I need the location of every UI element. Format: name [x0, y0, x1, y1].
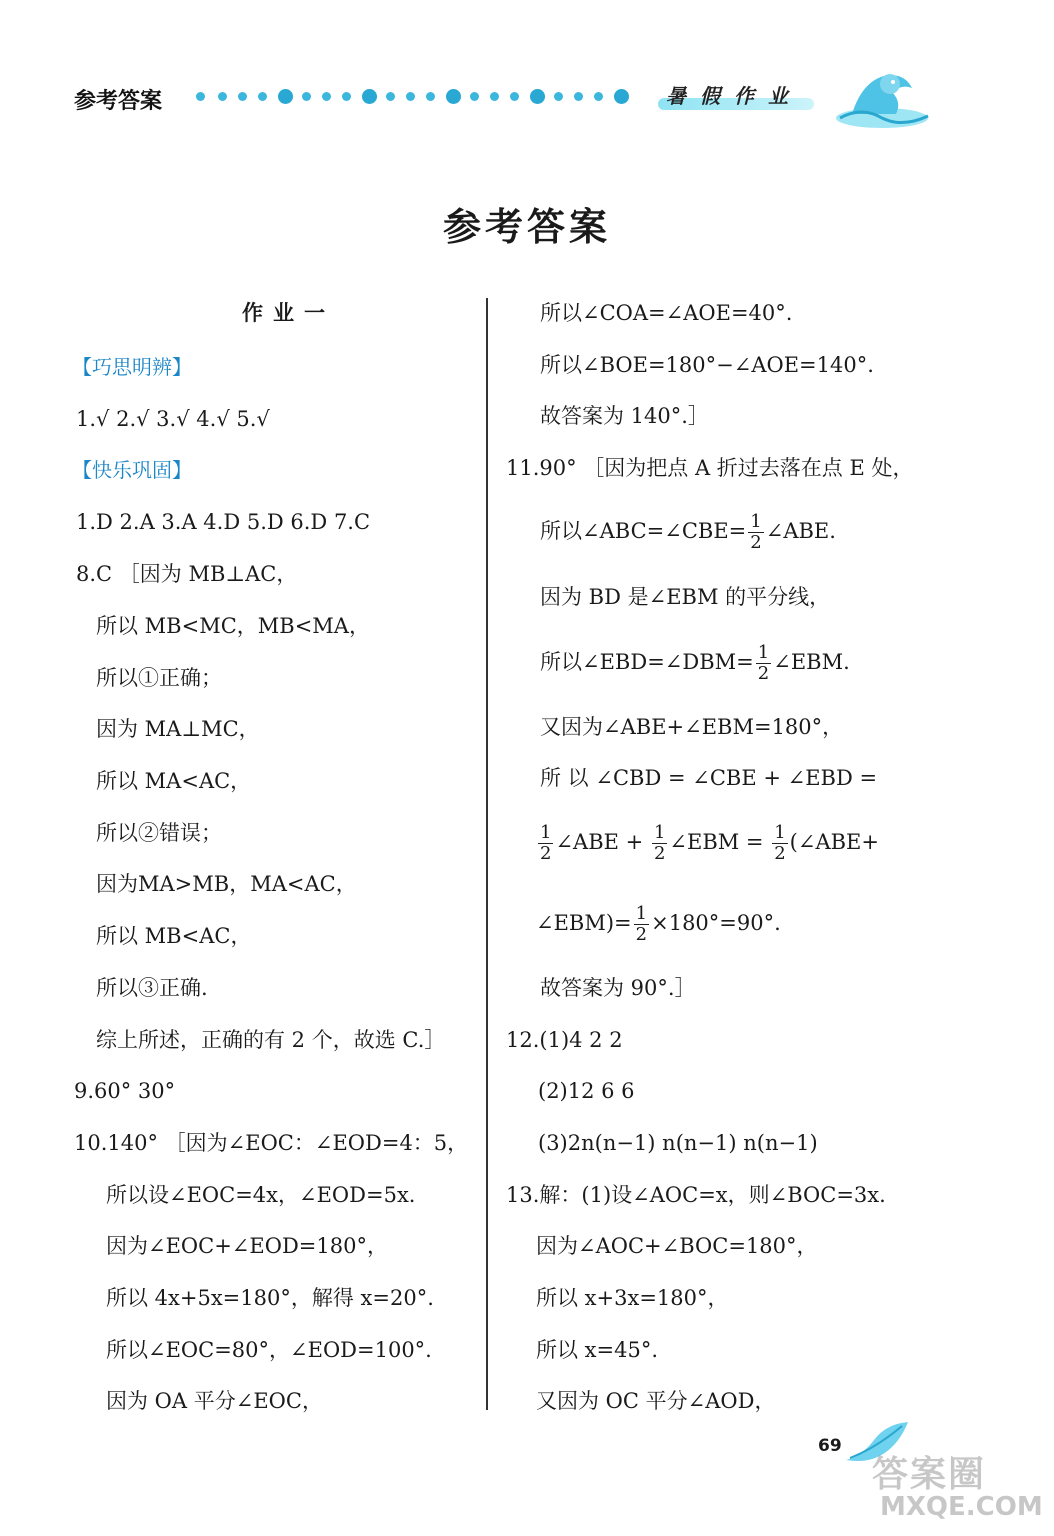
- answer-line: $\frac{1}{2}$ ∠ABE + $\frac{1}{2}$ ∠EBM = $\frac{1}{2}$ (∠ABE+: [540, 822, 879, 864]
- answer-line: 所以②错误；: [96, 821, 222, 845]
- answer-line: 所以 x+3x=180°，: [536, 1286, 729, 1310]
- answer-line: (2)12 6 6: [538, 1079, 635, 1103]
- answer-line: 12.(1)4 2 2: [506, 1028, 623, 1052]
- watermark: 答案圈 MXQE.COM: [872, 1454, 1043, 1522]
- page-number: 69: [818, 1436, 842, 1456]
- answer-line: 又因为∠ABE+∠EBM=180°，: [540, 715, 844, 739]
- fraction-half: $\frac{1}{2}$: [653, 822, 666, 864]
- answer-line: 1.√ 2.√ 3.√ 4.√ 5.√: [76, 407, 270, 431]
- answer-line: ∠EBM)= $\frac{1}{2}$ ×180°=90°.: [536, 903, 781, 945]
- answer-line: 13.解：(1)设∠AOC=x，则∠BOC=3x.: [506, 1183, 886, 1207]
- answer-line: 所以 MB<MC，MB<MA，: [96, 614, 370, 638]
- header-label: 参考答案: [74, 89, 163, 114]
- answer-line: 所以 MA<AC，: [96, 769, 252, 793]
- answer-line: 所以∠EBD=∠DBM= $\frac{1}{2}$ ∠EBM.: [540, 642, 850, 684]
- column-divider: [486, 298, 488, 1410]
- answer-line: 所以③正确.: [96, 976, 208, 1000]
- answer-line: 故答案为 90°.］: [540, 976, 696, 1000]
- answer-line: 所以 4x+5x=180°，解得 x=20°.: [106, 1286, 434, 1310]
- answer-line: 因为 MA⊥MC，: [96, 717, 260, 741]
- answer-line: 所以 x=45°.: [536, 1338, 659, 1362]
- answer-line: (3)2n(n−1) n(n−1) n(n−1): [538, 1131, 818, 1155]
- answer-line: 因为 OA 平分∠EOC，: [106, 1389, 323, 1413]
- answer-line: 1.D 2.A 3.A 4.D 5.D 6.D 7.C: [76, 510, 371, 534]
- answer-line: 所以 MB<AC，: [96, 924, 252, 948]
- page-header: [0, 0, 1054, 140]
- answer-line: 故答案为 140°.］: [540, 404, 709, 428]
- fraction-half: $\frac{1}{2}$: [750, 511, 762, 553]
- series-title: 暑假作业: [658, 80, 818, 114]
- answer-line: 所以①正确；: [96, 666, 222, 690]
- answer-line: 9.60° 30°: [74, 1079, 176, 1103]
- answer-line: 因为 BD 是∠EBM 的平分线，: [540, 585, 831, 609]
- answer-line: 所以∠COA=∠AOE=40°.: [540, 301, 793, 325]
- answer-line: 因为∠AOC+∠BOC=180°，: [536, 1234, 818, 1258]
- fraction-half: $\frac{1}{2}$: [635, 903, 648, 945]
- section-label: 【巧思明辨】: [72, 355, 192, 379]
- fraction-half: $\frac{1}{2}$: [757, 642, 770, 684]
- mascot-icon: [832, 62, 932, 132]
- fraction-half: $\frac{1}{2}$: [540, 822, 552, 864]
- answer-line: 因为∠EOC+∠EOD=180°，: [106, 1234, 388, 1258]
- homework-heading: 作业一: [242, 301, 335, 325]
- answer-line: 11.90° ［因为把点 A 折过去落在点 E 处，: [506, 456, 914, 480]
- answer-line: 10.140° ［因为∠EOC：∠EOD=4：5，: [74, 1131, 469, 1155]
- answer-line: 所 以 ∠CBD = ∠CBE + ∠EBD =: [540, 766, 878, 790]
- answer-line: 所以∠EOC=80°，∠EOD=100°.: [106, 1338, 432, 1362]
- answer-line: 所以∠BOE=180°−∠AOE=140°.: [540, 353, 874, 377]
- page-title: 参考答案: [442, 204, 611, 249]
- header-dots-decoration: [196, 88, 636, 104]
- answer-line: 所以∠ABC=∠CBE= $\frac{1}{2}$ ∠ABE.: [540, 511, 836, 553]
- answer-line: 又因为 OC 平分∠AOD，: [536, 1389, 776, 1413]
- answer-line: 因为MA>MB，MA<AC，: [96, 872, 357, 896]
- fraction-half: $\frac{1}{2}$: [774, 822, 786, 864]
- answer-line: 8.C ［因为 MB⊥AC，: [76, 562, 298, 586]
- answer-line: 综上所述，正确的有 2 个，故选 C.］: [96, 1028, 446, 1052]
- section-label: 【快乐巩固】: [72, 458, 192, 482]
- answer-line: 所以设∠EOC=4x，∠EOD=5x.: [106, 1183, 416, 1207]
